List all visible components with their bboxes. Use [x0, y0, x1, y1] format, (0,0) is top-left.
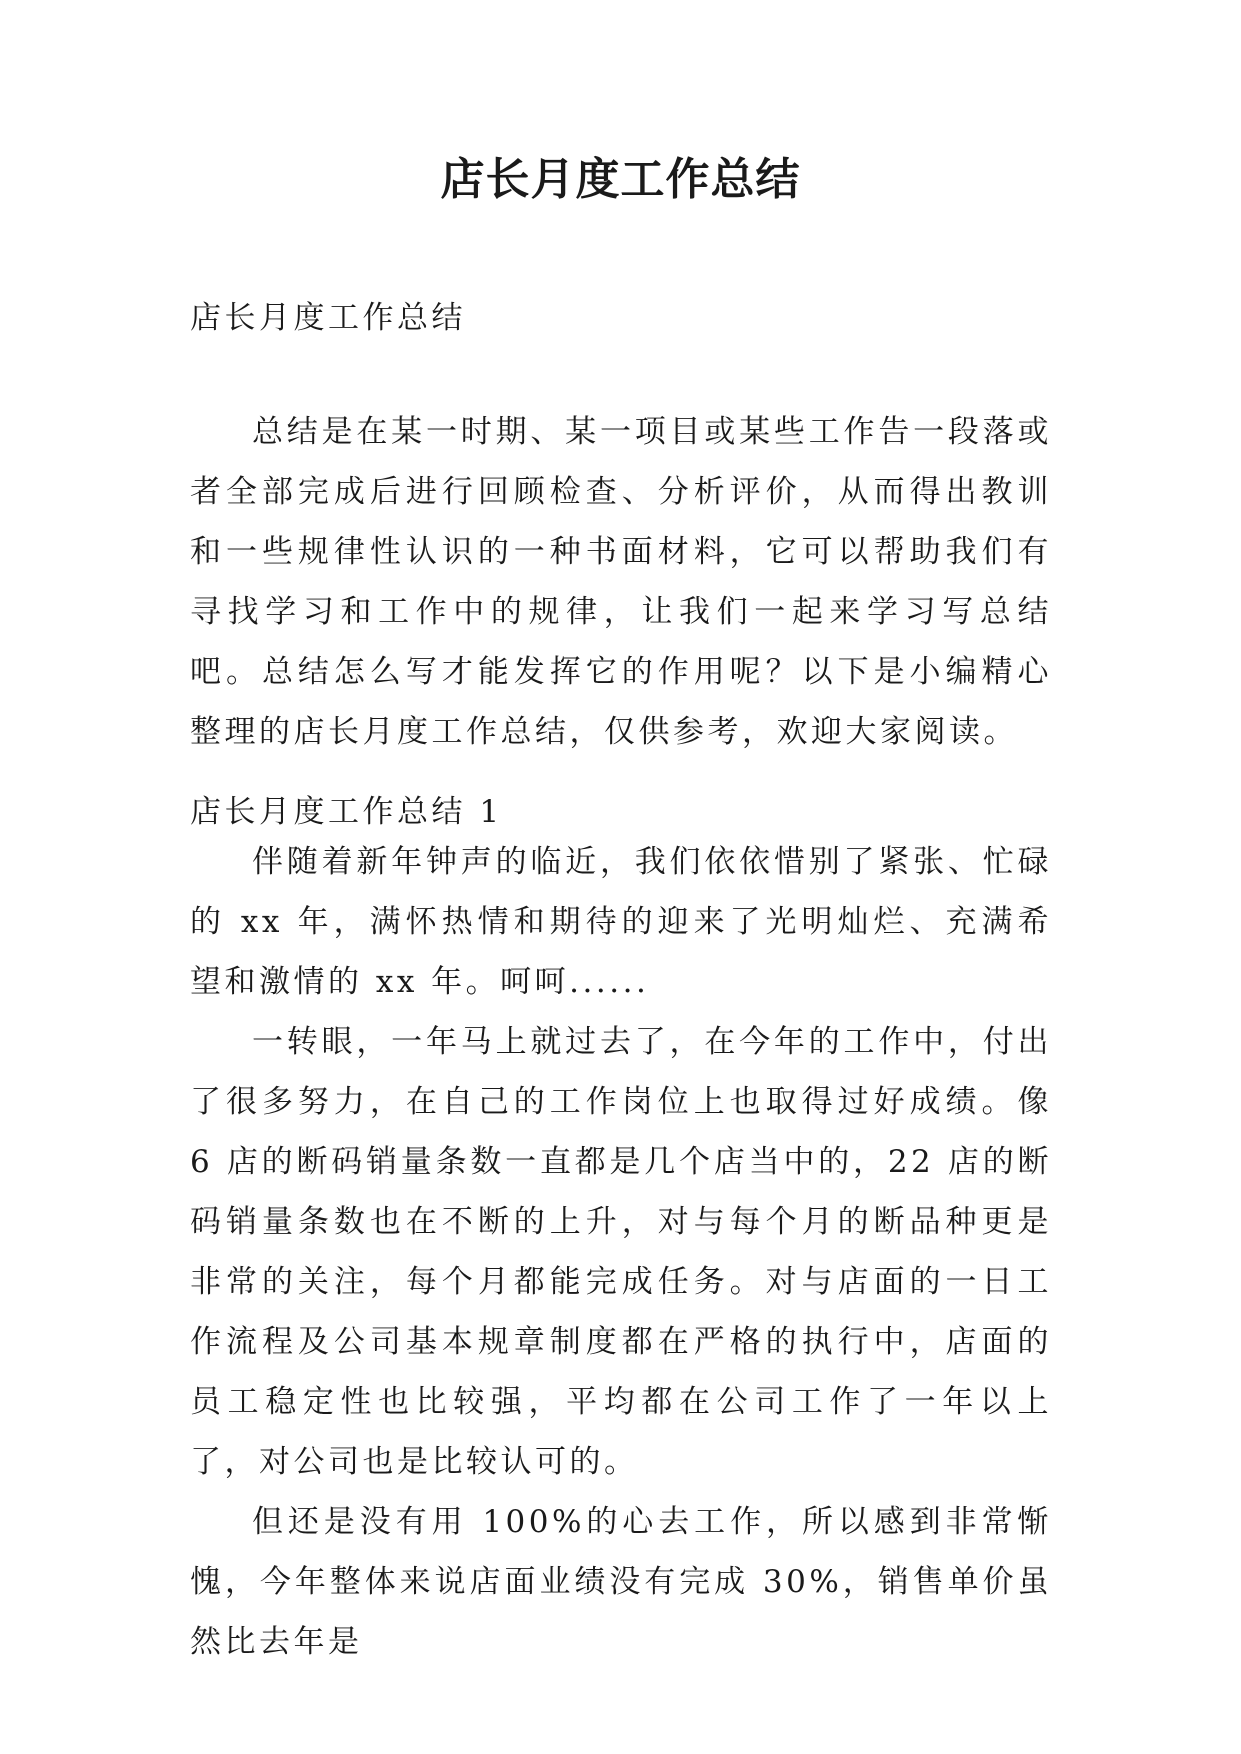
intro-paragraph: 总结是在某一时期、某一项目或某些工作告一段落或者全部完成后进行回顾检查、分析评价，从而得出教训和一些规律性认识的一种书面材料，它可以帮助我们有寻找学习和工作中的规律，让我们一起来学习写总结吧。总结怎么写才能发挥它的作用呢？以下是小编精心整理的店长月度工作总结，仅供参考，欢迎大家阅读。	[190, 414, 1052, 750]
document-title: 店长月度工作总结	[440, 154, 801, 205]
section-heading: 店长月度工作总结 1	[190, 794, 503, 830]
body-paragraph-1: 伴随着新年钟声的临近，我们依依惜别了紧张、忙碌的 xx 年，满怀热情和期待的迎来了光明灿烂、充满希望和激情的 xx 年。呵呵......	[190, 844, 1052, 1000]
document-subtitle: 店长月度工作总结	[190, 300, 466, 336]
body-paragraph-3: 但还是没有用 100%的心去工作，所以感到非常惭愧，今年整体来说店面业绩没有完成 30%，销售单价虽然比去年是	[190, 1504, 1052, 1660]
body-paragraph-2: 一转眼，一年马上就过去了，在今年的工作中，付出了很多努力，在自己的工作岗位上也取得过好成绩。像 6 店的断码销量条数一直都是几个店当中的，22 店的断码销量条数也在不断的上升，对与每个月的断品种更是非常的关注，每个月都能完成任务。对与店面的一日工作流程及公司基本规章制度都在严格的执行中，店面的员工稳定性也比较强，平均都在公司工作了一年以上了，对公司也是比较认可的。	[190, 1024, 1052, 1480]
section-body	[190, 832, 1052, 1672]
